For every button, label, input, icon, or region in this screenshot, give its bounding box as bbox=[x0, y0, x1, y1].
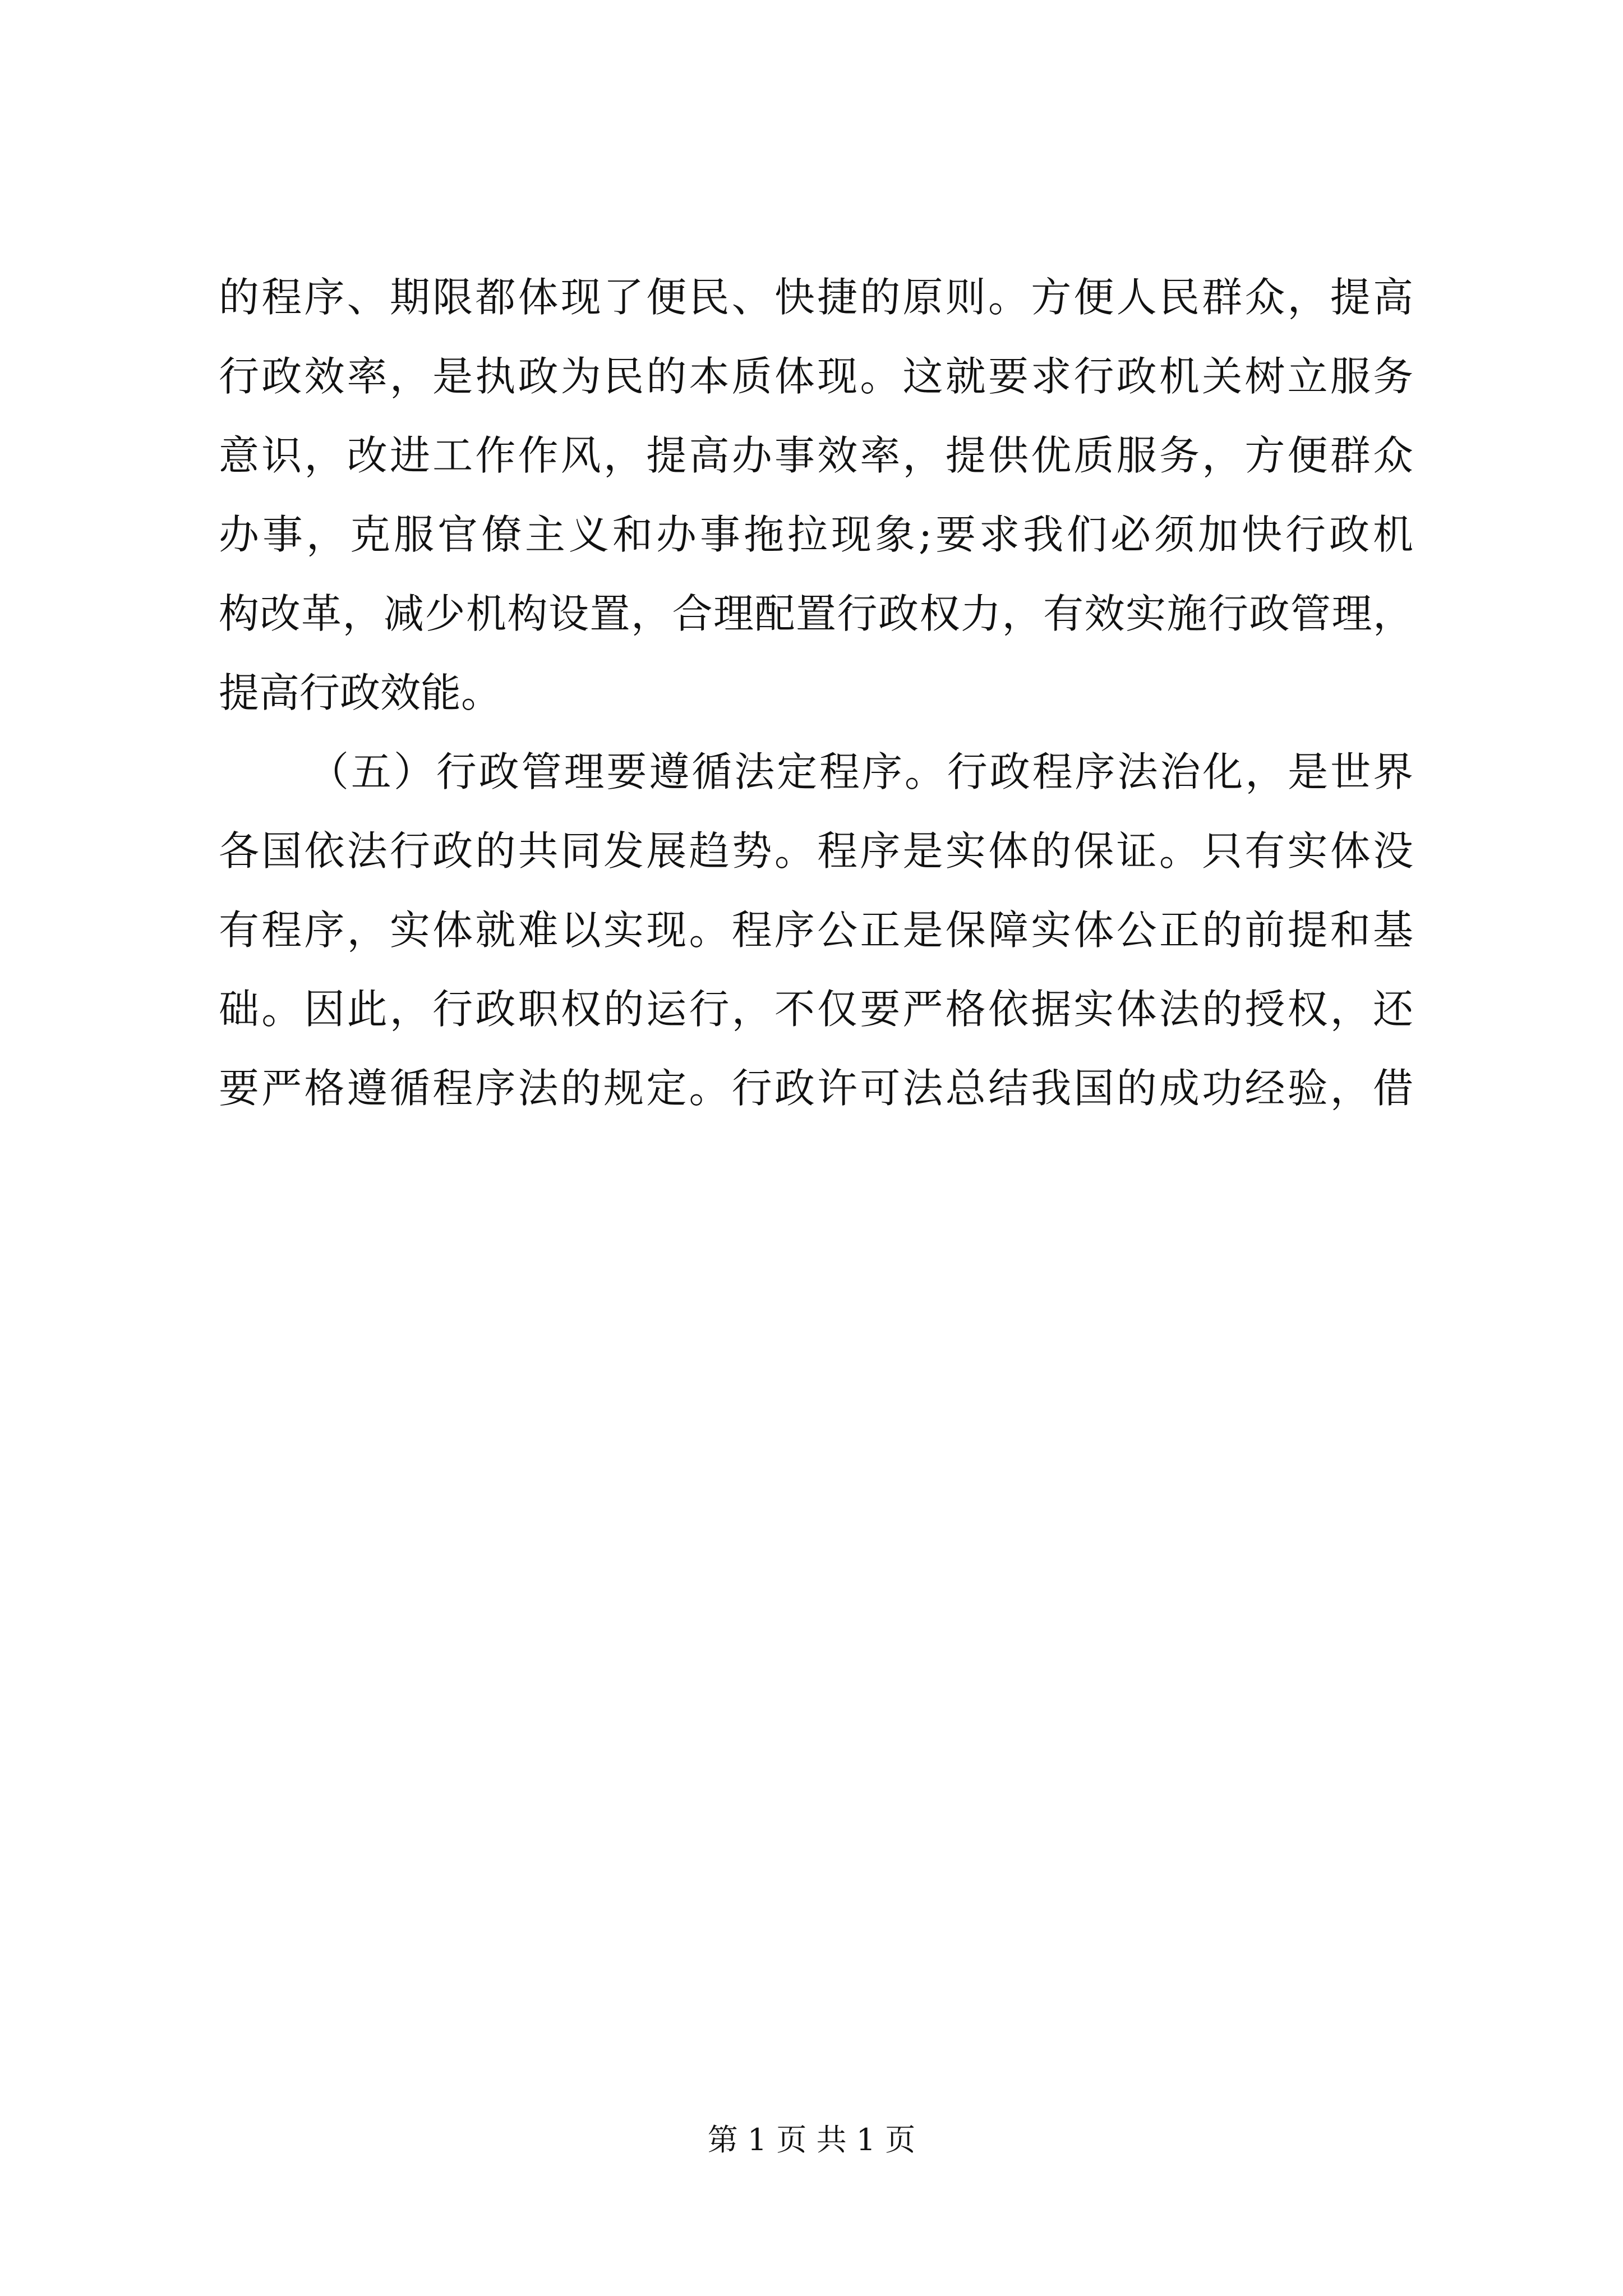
paragraph-line: 提高行政效能。 bbox=[219, 669, 502, 716]
paragraph-line: 办事，克服官僚主义和办事拖拉现象;要求我们必须加快行政机 bbox=[219, 511, 1413, 558]
paragraph-2 bbox=[219, 733, 1413, 1128]
paragraph-line: 础。因此，行政职权的运行，不仅要严格依据实体法的授权，还 bbox=[219, 986, 1413, 1033]
page-number-footer: 第 1 页 共 1 页 bbox=[707, 2122, 916, 2157]
paragraph-line: 行政效率，是执政为民的本质体现。这就要求行政机关树立服务 bbox=[219, 353, 1413, 400]
paragraph-line: 各国依法行政的共同发展趋势。程序是实体的保证。只有实体没 bbox=[219, 827, 1413, 875]
paragraph-1 bbox=[219, 258, 1413, 733]
paragraph-line: 要严格遵循程序法的规定。行政许可法总结我国的成功经验，借 bbox=[219, 1065, 1413, 1112]
paragraph-line: 意识，改进工作作风，提高办事效率，提供优质服务，方便群众 bbox=[219, 432, 1413, 479]
document-body bbox=[219, 258, 1413, 1128]
paragraph-line: 的程序、期限都体现了便民、快捷的原则。方便人民群众，提高 bbox=[219, 274, 1413, 321]
paragraph-line: 构改革，减少机构设置，合理配置行政权力，有效实施行政管理， bbox=[219, 590, 1413, 637]
paragraph-line: 有程序，实体就难以实现。程序公正是保障实体公正的前提和基 bbox=[219, 907, 1413, 954]
paragraph-line: （五）行政管理要遵循法定程序。行政程序法治化，是世界 bbox=[308, 748, 1413, 795]
